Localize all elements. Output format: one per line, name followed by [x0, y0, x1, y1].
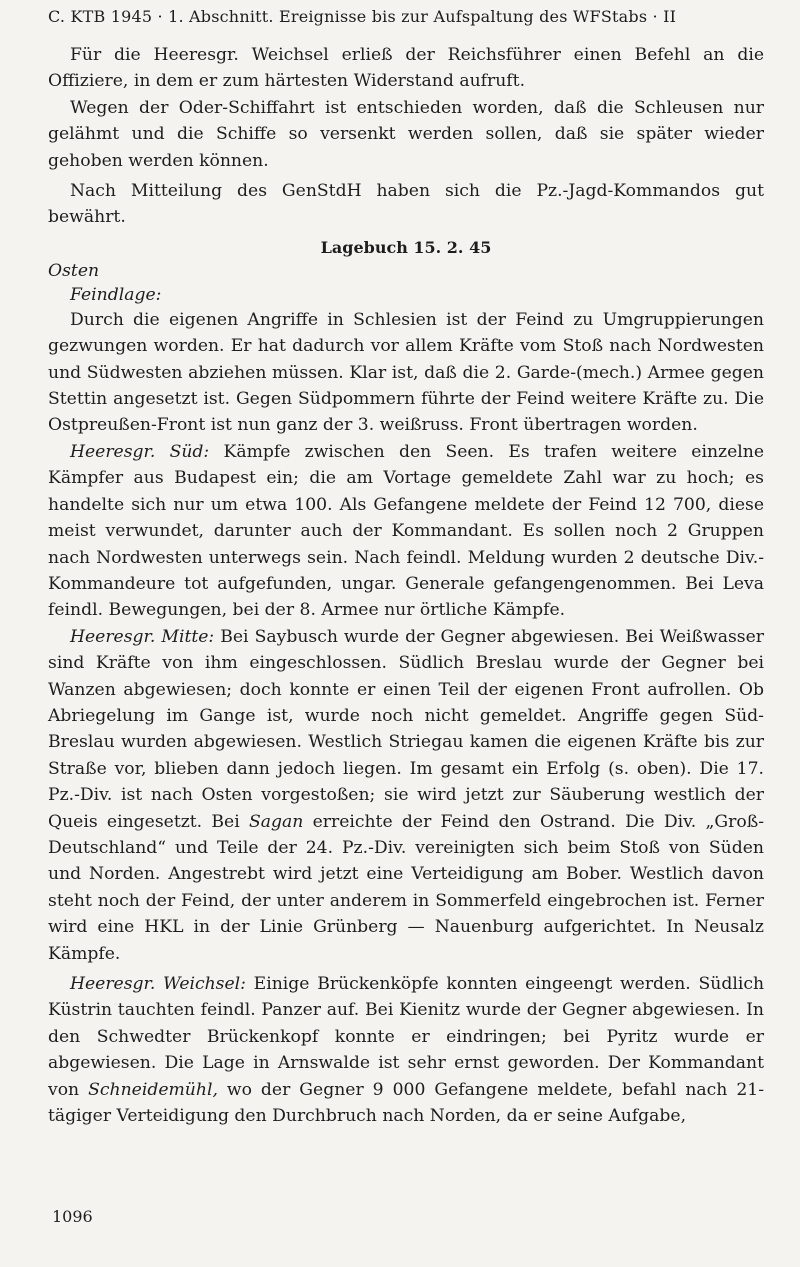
intro-paragraph-2: Wegen der Oder-Schiffahrt ist entschieden worden, daß die Schleusen nur gelähmt und die Schiffe so versenkt werden sollen, daß sie später wieder gehoben werden können. [48, 97, 764, 171]
intro-paragraph-1: Für die Heeresgr. Weichsel erließ der Reichsführer einen Befehl an die Offiziere, in dem er zum härtesten Widerstand aufruft. [48, 45, 764, 92]
heeresgr-weichsel-label: Heeresgr. Weichsel: [70, 974, 246, 994]
heeresgr-sued-label: Heeresgr. Süd: [70, 441, 210, 462]
page-number: 1096 [52, 1207, 93, 1226]
diary-title: Lagebuch 15. 2. 45 [320, 237, 492, 257]
place-sagan: Sagan [248, 811, 304, 832]
heeresgr-mitte-text-2: erreichte der Feind den Ostrand. Die Div. „Groß-Deutschland“ und Teile der 24. Pz.-Div. vereinigten sich beim Stoß von Süden und Norden. Angestrebt wird jetzt eine Verteidigung am Bober. Westlich davon steht noch der Feind, der unter anderem in Sommerfeld eingebrochen ist. Ferner wird eine HKL in der Linie Grünberg — Nauenburg aufgerichtet. In Neusalz Kämpfe. [48, 811, 764, 964]
heeresgr-sued-text: Kämpfe zwischen den Seen. Es trafen weitere einzelne Kämpfer aus Budapest ein; die am Vortage gemeldete Zahl war zu hoch; es handelte sich nur um etwa 100. Als Gefangene meldete der Feind 12 700, diese meist verwundet, darunter auch der Kommandant. Es sollen noch 2 Gruppen nach Nordwesten unterwegs sein. Nach feindl. Meldung wurden 2 deutsche Div.-Kommandeure tot aufgefunden, ungar. Generale gefangengenommen. Bei Leva feindl. Bewegungen, bei der 8. Armee nur örtliche Kämpfe. [48, 441, 764, 621]
heeresgr-mitte-text-1: Bei Saybusch wurde der Gegner abgewiesen. Bei Weißwasser sind Kräfte von ihm eingeschlossen. Südlich Breslau wurde der Gegner bei Wanzen abgewiesen; doch konnte er einen Teil der eigenen Front aufrollen. Ob Abriegelung im Gange ist, wurde noch nicht gemeldet. Angriffe gegen Süd-Breslau wurden abgewiesen. Westlich Striegau kamen die eigenen Kräfte bis zur Straße vor, blieben dann jedoch liegen. Im gesamt ein Erfolg (s. oben). Die 17. Pz.-Div. ist nach Osten vorgestoßen; sie wird jetzt zur Säuberung westlich der Queis eingesetzt. Bei [48, 626, 764, 832]
place-schneidemuehl: Schneidemühl, [88, 1079, 218, 1100]
section-heading-osten: Osten [48, 260, 100, 281]
intro-paragraph-3: Nach Mitteilung des GenStdH haben sich die Pz.-Jagd-Kommandos gut bewährt. [48, 181, 764, 228]
running-head: C. KTB 1945 · 1. Abschnitt. Ereignisse bis zur Aufspaltung des WFStabs · II [48, 7, 677, 26]
heeresgr-weichsel-text-1: Einige Brückenköpfe konnten eingeengt werden. Südlich Küstrin tauchten feindl. Panzer auf. Bei Kienitz wurde der Gegner abgewiesen. In den Schwedter Brückenkopf konnte er eindringen; bei Pyritz wurde er abgewiesen. Die Lage in Arnswalde ist sehr ernst geworden. Der Kommandant von [48, 974, 765, 1100]
heeresgr-weichsel-text-2: wo der Gegner 9 000 Gefangene meldete, befahl nach 21-tägiger Verteidigung den Durchbruch nach Norden, da er seine Aufgabe, [48, 1079, 765, 1127]
subsection-heading-feindlage: Feindlage: [70, 284, 162, 305]
feindlage-paragraph: Durch die eigenen Angriffe in Schlesien ist der Feind zu Umgruppierungen gezwungen worden. Er hat dadurch vor allem Kräfte vom Stoß nach Nordwesten und Südwesten abziehen müssen. Klar ist, daß die 2. Garde-(mech.) Armee gegen Stettin angesetzt ist. Gegen Südpommern führte der Feind weitere Kräfte zu. Die Ostpreußen-Front ist nun ganz der 3. weißruss. Front übertragen worden. [48, 309, 764, 436]
book-page [48, 6, 764, 1129]
heeresgr-weichsel-paragraph [48, 971, 764, 1129]
heeresgr-mitte-label: Heeresgr. Mitte: [70, 626, 215, 647]
heeresgr-mitte-paragraph [48, 624, 764, 967]
heeresgr-sued-paragraph [48, 439, 764, 624]
